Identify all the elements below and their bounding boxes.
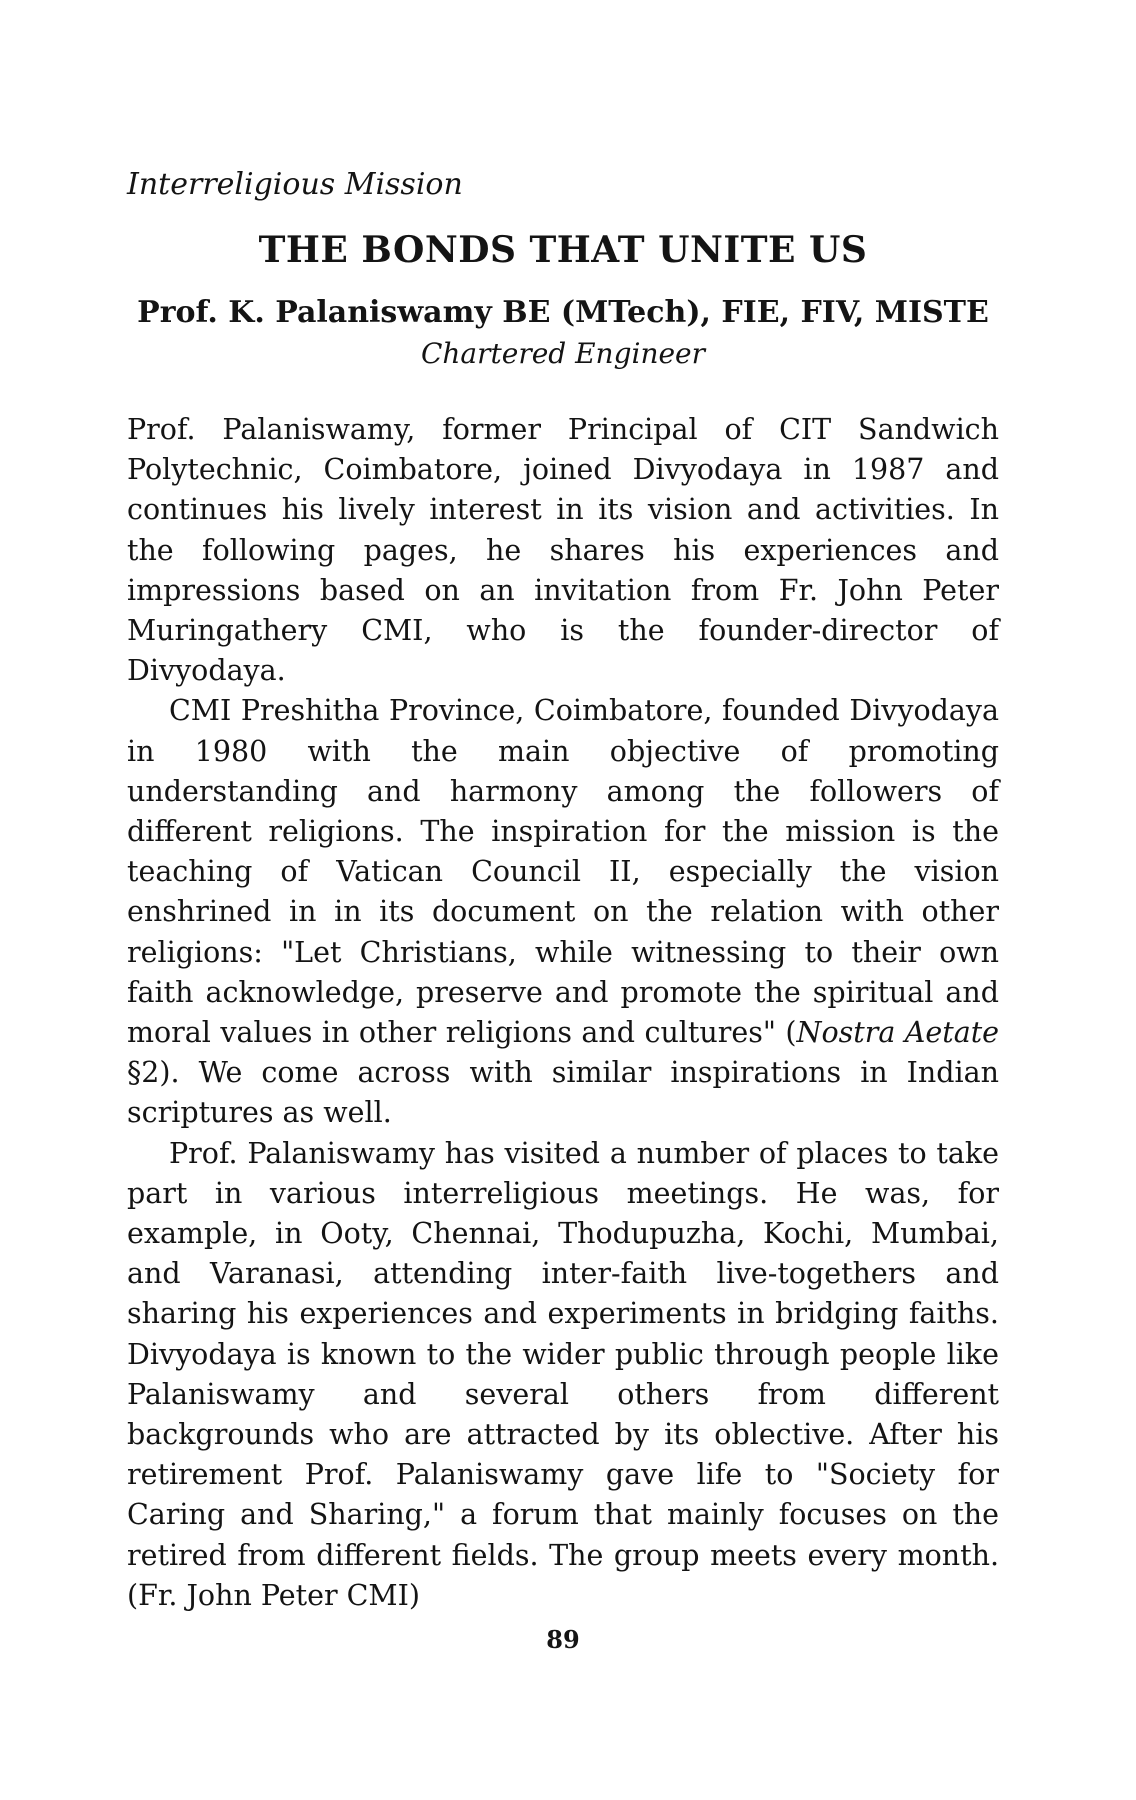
author-line: Prof. K. Palaniswamy BE (MTech), FIE, FIV, MISTE [137,295,989,330]
citation-title: Nostra Aetate [796,1016,1000,1050]
paragraph-text: §2). We come across with similar inspirations in Indian scriptures as well. [127,1056,999,1130]
author-role: Chartered Engineer [420,337,706,370]
article-body [127,410,999,1616]
paragraph-intro: Prof. Palaniswamy, former Principal of CIT Sandwich Polytechnic, Coimbatore, joined Divyodaya in 1987 and continues his lively interest in its vision and activities. In the following pages, he shares his experiences and impressions based on an invitation from Fr. John Peter Muringathery CMI, who is the founder-director of Divyodaya. [127,413,999,688]
article-title: THE BONDS THAT UNITE US [258,229,868,271]
paragraph-visits: Prof. Palaniswamy has visited a number of places to take part in various interreligious meetings. He was, for example, in Ooty, Chennai, Thodupuzha, Kochi, Mumbai, and Varanasi, attending inter-faith live-togethers and sharing his experiences and experiments in bridging faiths. Divyodaya is known to the wider public through people like Palaniswamy and several others from different backgrounds who are attracted by its oblective. After his retirement Prof. Palaniswamy gave life to "Society for Caring and Sharing," a forum that mainly focuses on the retired from different fields. The group meets every month. (Fr. John Peter CMI) [127,1136,999,1612]
section-label: Interreligious Mission [127,167,463,202]
paragraph-text: CMI Preshitha Province, Coimbatore, founded Divyodaya in 1980 with the main objective of promoting understanding and harmony among the followers of different religions. The inspiration for the mission is the teaching of Vatican Council II, especially the vision enshrined in in its document on the relation with other religions: "Let Christians, while witnessing to their own faith acknowledge, preserve and promote the spiritual and moral values in other religions and cultures" ( [127,694,999,1050]
page-number: 89 [546,1625,580,1654]
paragraph-divyodaya-founding [127,691,999,1133]
book-page [127,0,999,1800]
